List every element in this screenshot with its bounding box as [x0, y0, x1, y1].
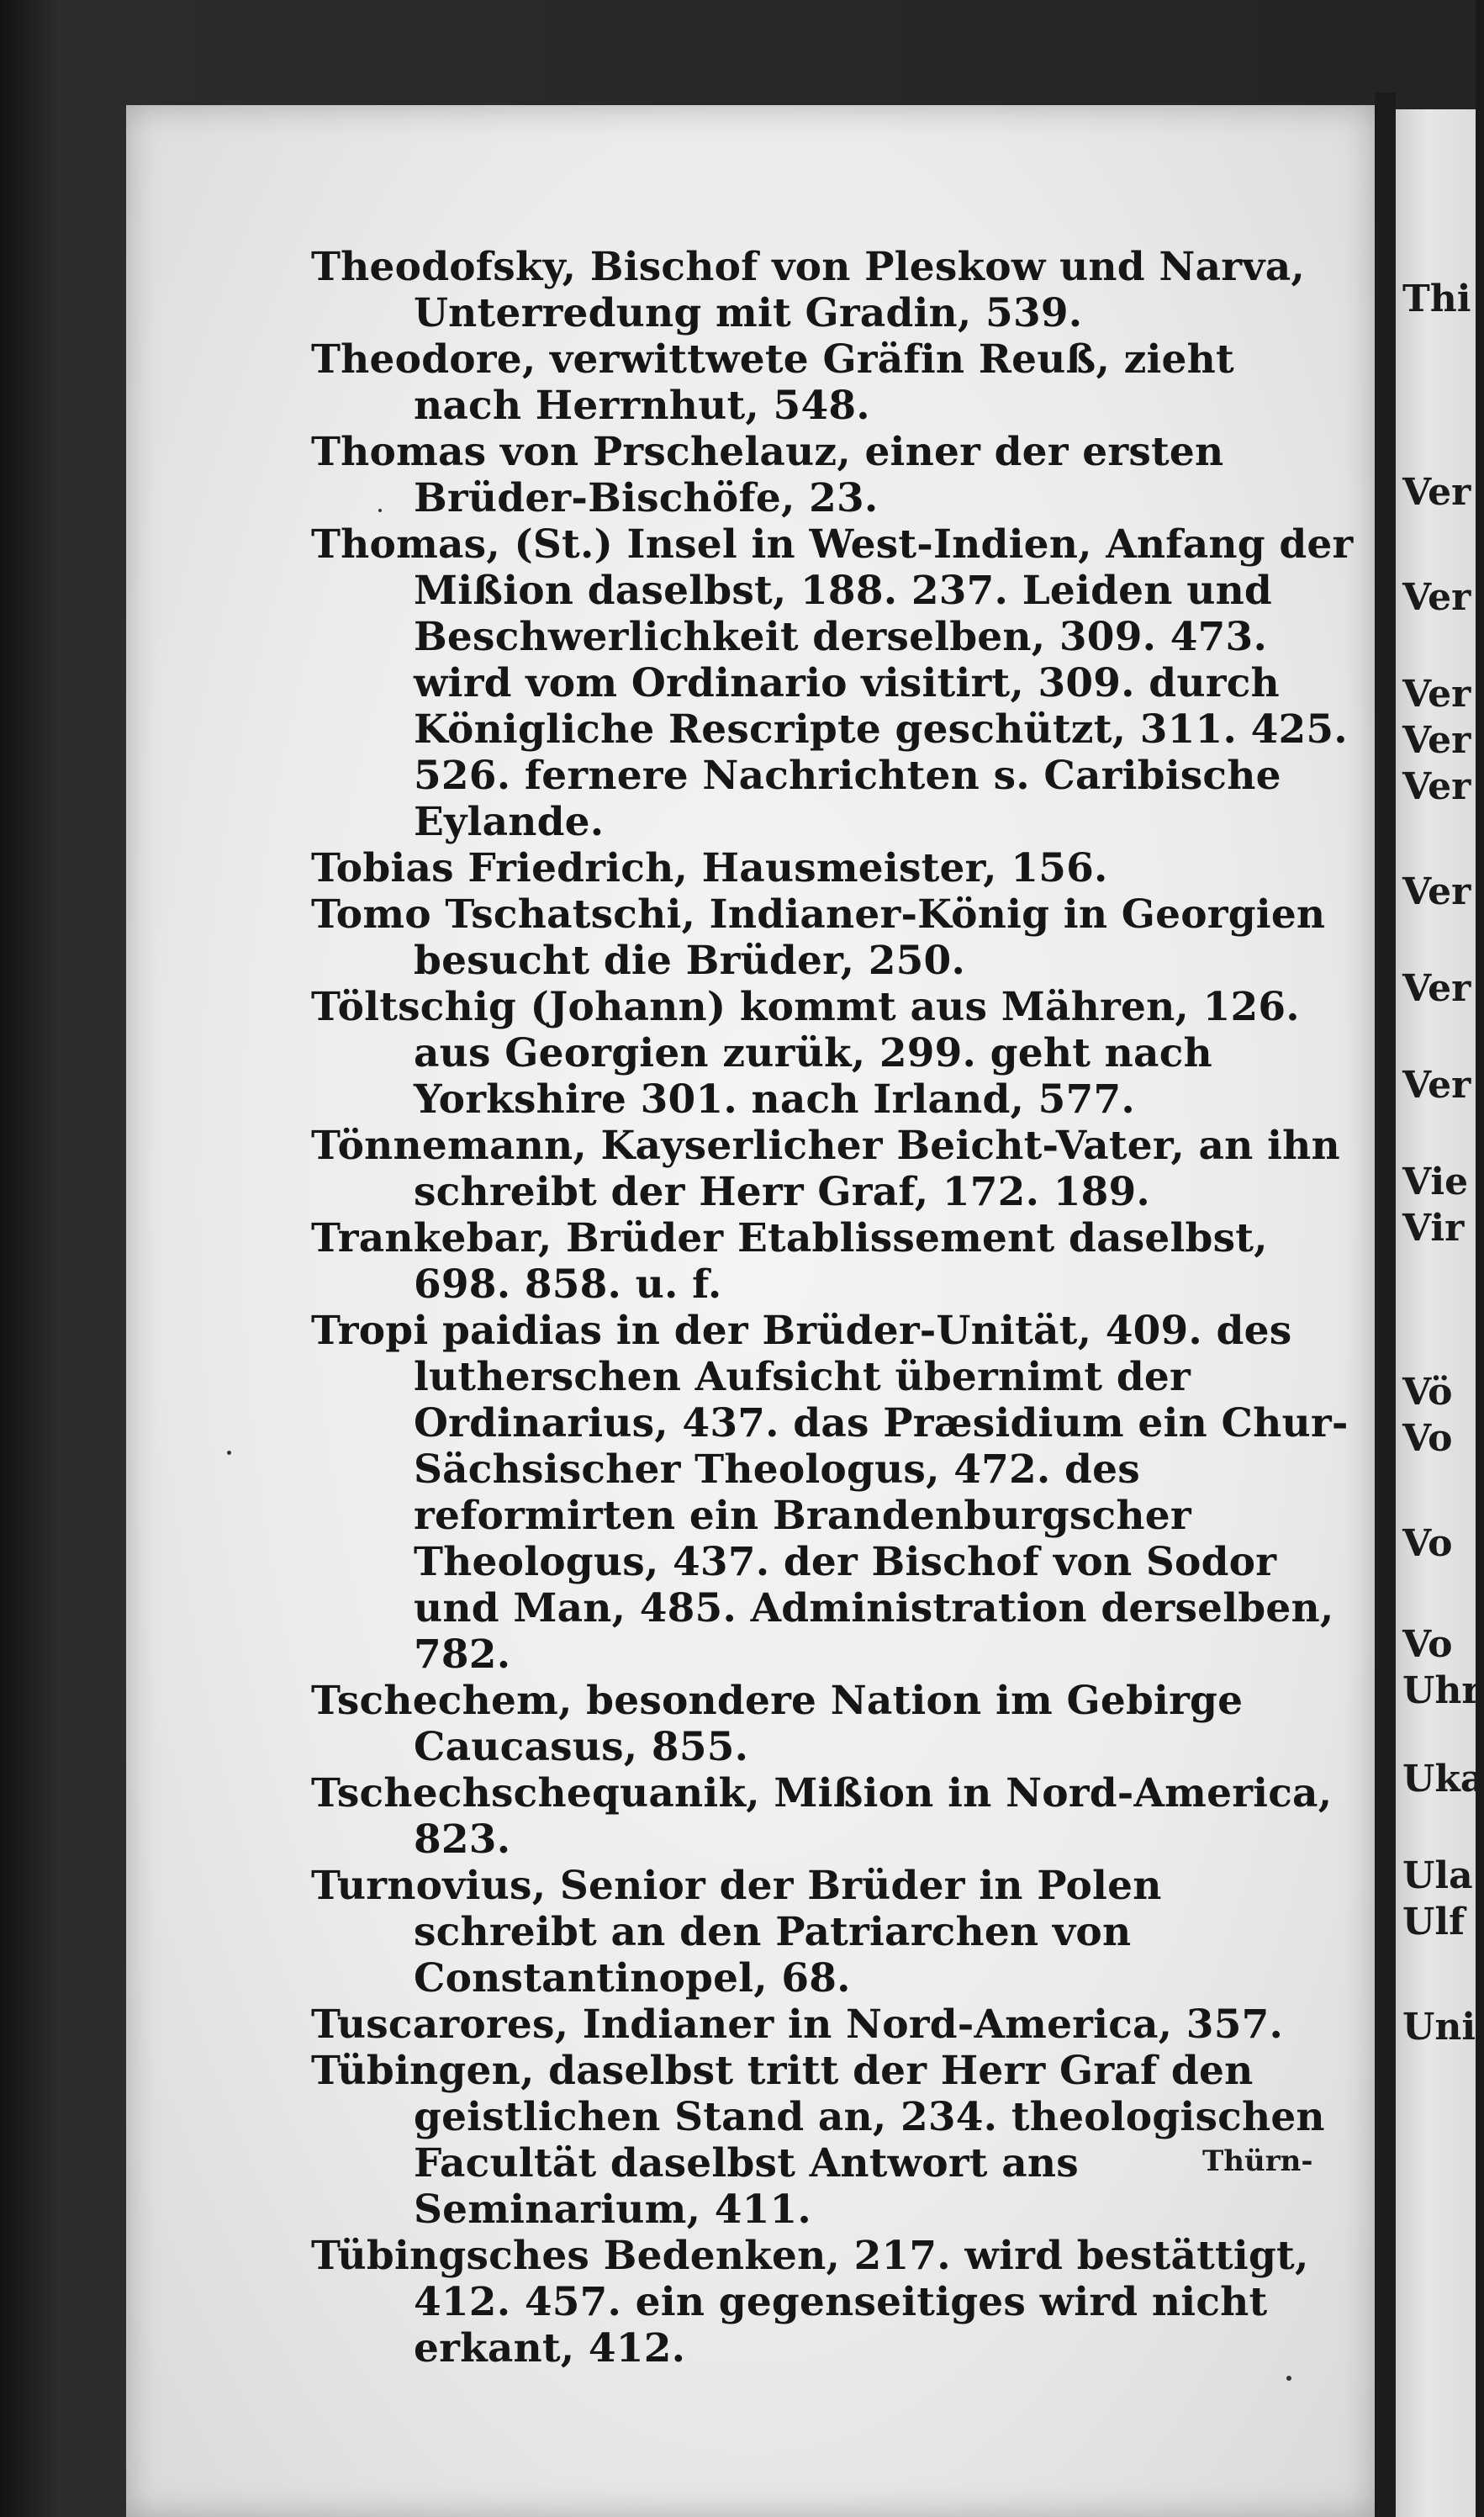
index-entry: Tübingen, daselbst tritt der Herr Graf den geistlichen Stand an, 234. theologischen Facultät daselbst Antwort ans Seminarium, 411.	[311, 2048, 1325, 2233]
index-entry: Trankebar, Brüder Etablissement daselbst, 698. 858. u. f.	[311, 1215, 1268, 1308]
facing-page-fragment: Ver	[1402, 765, 1471, 808]
facing-page-fragment: Ver	[1402, 673, 1471, 716]
facing-page-fragment: Ulf	[1402, 1901, 1466, 1943]
facing-page-fragment: Thi	[1402, 278, 1471, 320]
index-entry: Tuscarores, Indianer in Nord-America, 357.	[311, 2001, 1284, 2048]
facing-page-fragment: Ver	[1402, 1064, 1471, 1107]
facing-page-fragment: Ver	[1402, 967, 1471, 1010]
facing-page-fragment: Ver	[1402, 719, 1471, 762]
index-entry: Tschechschequanik, Mißion in Nord-America, 823.	[311, 1770, 1333, 1863]
facing-page-fragment: Vo	[1402, 1417, 1453, 1460]
facing-page-fragment: Uka	[1402, 1758, 1484, 1801]
facing-page-fragment: Ver	[1402, 576, 1471, 619]
facing-page-fragment: Ver	[1402, 471, 1471, 514]
facing-page-fragment: Ver	[1402, 870, 1471, 913]
index-entry: Tübingsches Bedenken, 217. wird bestättigt, 412. 457. ein gegenseitiges wird nicht erkant, 412.	[311, 2233, 1309, 2372]
facing-page-fragment: Ula	[1402, 1854, 1473, 1897]
index-entries	[311, 244, 1354, 2372]
index-entry: Tomo Tschatschi, Indianer-König in Georgien besucht die Brüder, 250.	[311, 891, 1326, 984]
facing-page-fragment: Vo	[1402, 1522, 1453, 1565]
index-entry: Theodofsky, Bischof von Pleskow und Narva, Unterredung mit Gradin, 539.	[311, 244, 1305, 336]
facing-page-fragment: Vö	[1402, 1371, 1453, 1414]
index-entry: Thomas, (St.) Insel in West-Indien, Anfang der Mißion daselbst, 188. 237. Leiden und Beschwerlichkeit derselben, 309. 473. wird vom Ordinario visitirt, 309. durch Königliche Rescripte geschützt, 311. 425. 526. fernere Nachrichten s. Caribische Eylande.	[311, 521, 1354, 845]
paper-speck	[227, 1451, 231, 1455]
index-entry: Töltschig (Johann) kommt aus Mähren, 126. aus Georgien zurük, 299. geht nach Yorkshire 301. nach Irland, 577.	[311, 984, 1300, 1123]
facing-page-fragment: Vie	[1402, 1161, 1469, 1203]
facing-page-fragment: Uni	[1402, 2006, 1476, 2049]
index-entry: Turnovius, Senior der Brüder in Polen schreibt an den Patriarchen von Constantinopel, 68.	[311, 1863, 1162, 2001]
facing-page-fragment: Vo	[1402, 1623, 1453, 1666]
index-entry: Tönnemann, Kayserlicher Beicht-Vater, an ihn schreibt der Herr Graf, 172. 189.	[311, 1123, 1340, 1215]
index-entry: Tobias Friedrich, Hausmeister, 156.	[311, 845, 1108, 891]
book-gutter	[1375, 93, 1396, 2517]
paper-speck	[1286, 2376, 1291, 2381]
index-entry: Thomas von Prschelauz, einer der ersten Brüder-Bischöfe, 23.	[311, 429, 1224, 521]
facing-page-fragment: Vir	[1402, 1207, 1465, 1250]
index-entry: Tschechem, besondere Nation im Gebirge Caucasus, 855.	[311, 1678, 1244, 1770]
index-entry: Tropi paidias in der Brüder-Unität, 409. des lutherschen Aufsicht übernimt der Ordinarius, 437. das Præsidium ein Chur-Sächsischer Theologus, 472. des reformirten ein Brandenburgscher Theologus, 437. der Bischof von Sodor und Man, 485. Administration derselben, 782.	[311, 1308, 1349, 1678]
index-entry: Theodore, verwittwete Gräfin Reuß, zieht nach Herrnhut, 548.	[311, 336, 1234, 429]
catchword: Thürn-	[1202, 2144, 1313, 2178]
facing-page-edge	[1396, 109, 1484, 2517]
facing-page-fragment: Uhr	[1402, 1669, 1481, 1712]
